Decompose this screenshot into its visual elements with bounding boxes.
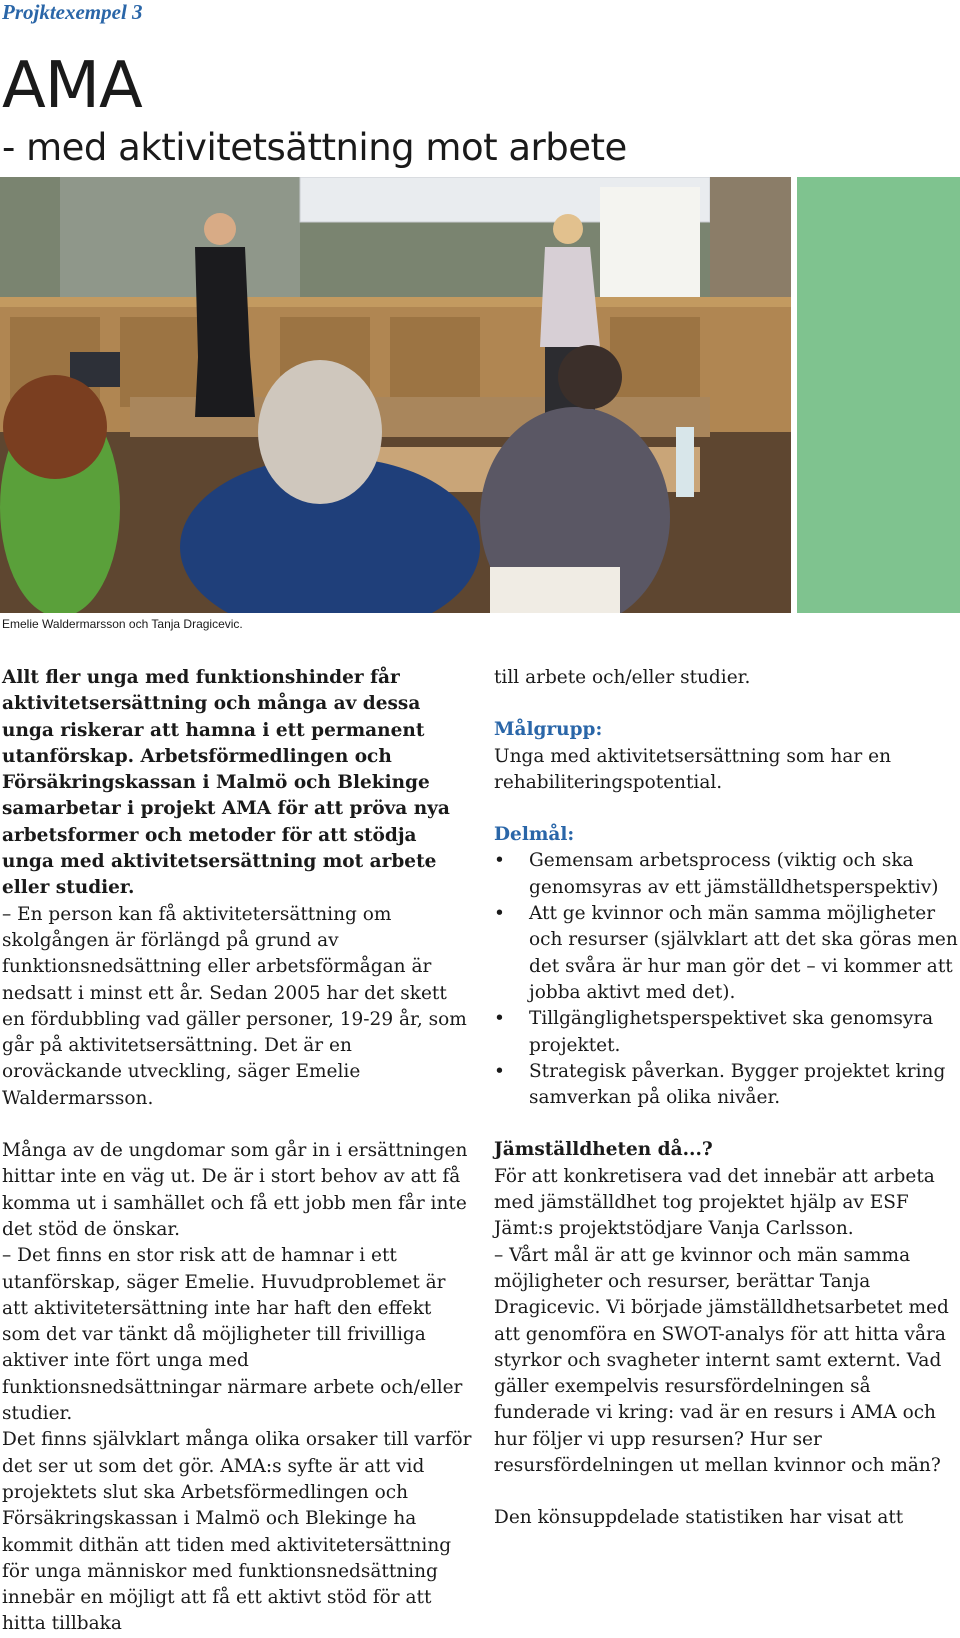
- body-paragraph: – Vårt mål är att ge kvinnor och män samma möjligheter och resurser, berättar Tanja Dragicevic. Vi började jämställdhetsarbetet med att genomföra en SWOT-analys för att hitta våra styrkor och svagheter internt samt externt. Vad gäller exempelvis resursfördelningen så funderade vi kring: vad är en resurs i AMA och hur följer vi upp resursen? Hur ser resursfördelningen ut mellan kvinnor och män?: [494, 1244, 949, 1477]
- equality-heading: Jämställdheten då...?: [494, 1139, 713, 1161]
- photo-illustration: [0, 177, 791, 613]
- article-title: AMA: [2, 49, 142, 123]
- body-paragraph: Många av de ungdomar som går in i ersättningen hittar inte en väg ut. De är i stort behov av att få komma ut i samhället och få ett jobb men får inte det stöd de önskar.: [2, 1140, 468, 1240]
- article-subtitle: - med aktivitetsättning mot arbete: [2, 126, 627, 169]
- goal-item: • Tillgänglighetsperspektivet ska genomsyra projektet.: [494, 1006, 960, 1059]
- continued-text: till arbete och/eller studier.: [494, 667, 751, 688]
- goal-item: • Att ge kvinnor och män samma möjligheter och resurser (självklart att det ska göras men det svåra är hur man gör det – vi kommer att jobba aktivt med det).: [494, 901, 960, 1006]
- article-photo: [0, 177, 791, 613]
- body-paragraph: – En person kan få aktivitetersättning om skolgången är förlängd på grund av funktionsnedsättning eller arbetsförmågan är nedsatt i minst ett år. Sedan 2005 har det skett en fördubbling vad gäller personer, 19-29 år, som går på aktivitetsersättning. Det är en oroväckande utveckling, säger Emelie Waldermarsson.: [2, 903, 467, 1109]
- left-column: [2, 665, 472, 1638]
- body-paragraph: Den könsuppdelade statistiken har visat att: [494, 1507, 904, 1529]
- photo-caption: Emelie Waldermarsson och Tanja Dragicevic.: [2, 617, 243, 631]
- goal-item: • Gemensam arbetsprocess (viktig och ska genomsyras av ett jämställdhetsperspektiv): [494, 848, 960, 901]
- target-group-heading: Målgrupp:: [494, 719, 603, 741]
- section-kicker: Projktexempel 3: [2, 0, 143, 24]
- goals-list: [494, 848, 960, 1111]
- right-column: [494, 665, 960, 1532]
- body-paragraph: För att konkretisera vad det innebär att arbeta med jämställdhet tog projektet hjälp av ESF Jämt:s projektstödjare Vanja Carlsson.: [494, 1165, 935, 1240]
- accent-bar: [797, 177, 960, 613]
- ingress-paragraph: Allt fler unga med funktionshinder får aktivitetsersättning och många av dessa unga riskerar att hamna i ett permanent utanförskap. Arbetsförmedlingen och Försäkringskassan i Malmö och Blekinge samarbetar i projekt AMA för att pröva nya arbetsformer och metoder för att stödja unga med aktivitetsersättning mot arbete eller studier.: [2, 667, 450, 899]
- body-paragraph: Det finns självklart många olika orsaker till varför det ser ut som det gör. AMA:s syfte är att vid projektets slut ska Arbetsförmedlingen och Försäkringskassan i Malmö och Blekinge ha kommit dithän att tiden med aktivitetersättning för unga människor med funktionsnedsättning innebär en möjligt att få ett aktivt stöd för att hitta tillbaka: [2, 1429, 472, 1635]
- body-paragraph: – Det finns en stor risk att de hamnar i ett utanförskap, säger Emelie. Huvudproblemet är att aktivitetersättning inte har haft den effekt som det var tänkt då möjligheter till frivilliga aktiver inte fört unga med funktionsnedsättningar närmare arbete och/eller studier.: [2, 1245, 463, 1425]
- goal-item: • Strategisk påverkan. Bygger projektet kring samverkan på olika nivåer.: [494, 1059, 960, 1112]
- goals-heading: Delmål:: [494, 824, 575, 846]
- target-group-text: Unga med aktivitetsersättning som har en rehabiliteringspotential.: [494, 745, 891, 793]
